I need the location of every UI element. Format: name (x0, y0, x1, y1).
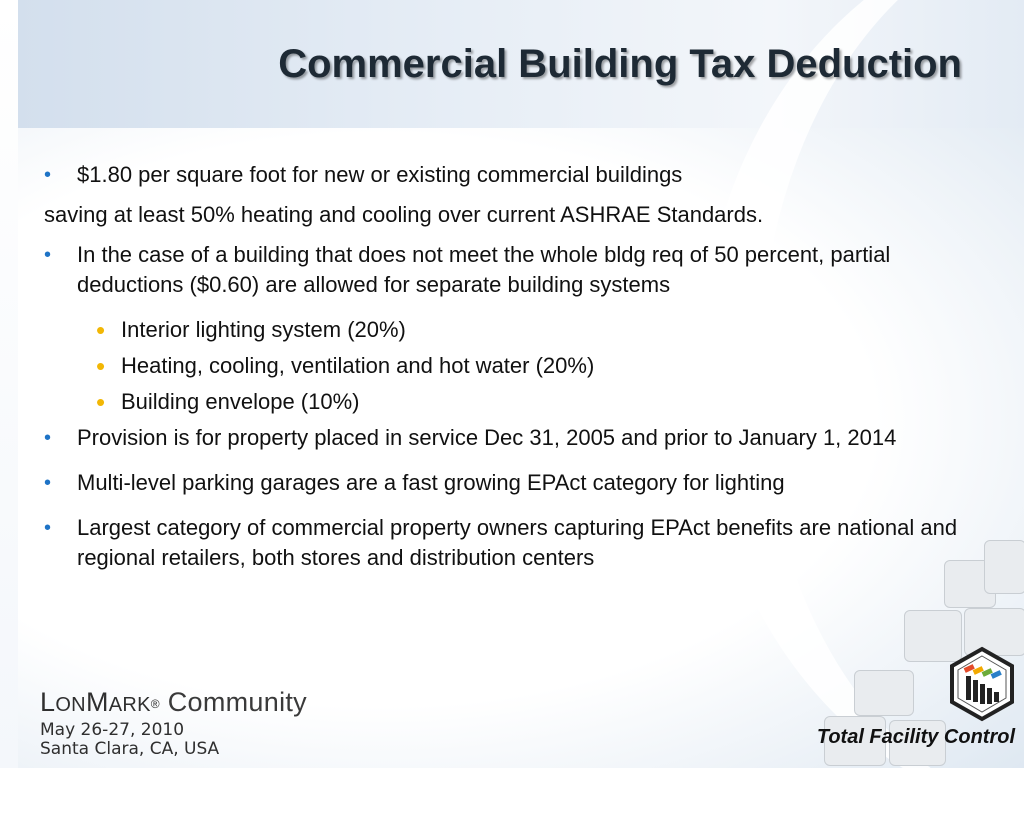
event-date: May 26-27, 2010 (40, 720, 185, 740)
sub-bullet-item (44, 351, 964, 381)
bullet-icon: • (44, 472, 52, 494)
tfc-logo-icon (948, 646, 1016, 722)
bullet-icon: • (44, 517, 52, 539)
community-label: Community (167, 687, 307, 717)
bullet-item (44, 240, 964, 300)
sub-bullet-icon: • (96, 315, 106, 345)
sub-bullet-icon: • (96, 351, 106, 381)
partner-name: Total Facility Control (816, 726, 1015, 748)
bullet-text: Provision is for property placed in service Dec 31, 2005 and prior to January 1, 2014 (77, 425, 897, 450)
bullet-item (44, 423, 964, 453)
sub-bullet-item (44, 315, 964, 345)
sub-bullet-text: Heating, cooling, ventilation and hot water (20%) (121, 353, 595, 378)
sub-bullet-icon: • (96, 387, 106, 417)
continuation-text: saving at least 50% heating and cooling over current ASHRAE Standards. (44, 202, 764, 227)
lonmark-brand: LONMARK® Community (40, 687, 307, 717)
puzzle-piece (984, 540, 1024, 594)
bullet-item (44, 468, 964, 498)
lonmark-logo (40, 686, 307, 759)
bullet-text: $1.80 per square foot for new or existing commercial buildings (77, 162, 683, 187)
left-strip (0, 0, 18, 768)
bullet-icon: • (44, 164, 52, 186)
bullet-text: Multi-level parking garages are a fast growing EPAct category for lighting (77, 470, 785, 495)
bullet-icon: • (44, 244, 52, 266)
sub-bullet-text: Building envelope (10%) (121, 389, 360, 414)
slide-title: Commercial Building Tax Deduction (278, 42, 962, 86)
event-location: Santa Clara, CA, USA (40, 739, 220, 759)
bullet-text: Largest category of commercial property owners capturing EPAct benefits are national and regional retailers, both stores and distribution centers (77, 515, 958, 570)
sub-bullet-item (44, 387, 964, 417)
slide-body (44, 160, 964, 573)
sub-bullet-text: Interior lighting system (20%) (121, 317, 406, 342)
puzzle-piece (854, 670, 914, 716)
bullet-text: In the case of a building that does not meet the whole bldg req of 50 percent, partial deductions ($0.60) are allowed for separate building systems (77, 242, 891, 297)
bullet-icon: • (44, 427, 52, 449)
bullet-item (44, 160, 964, 190)
